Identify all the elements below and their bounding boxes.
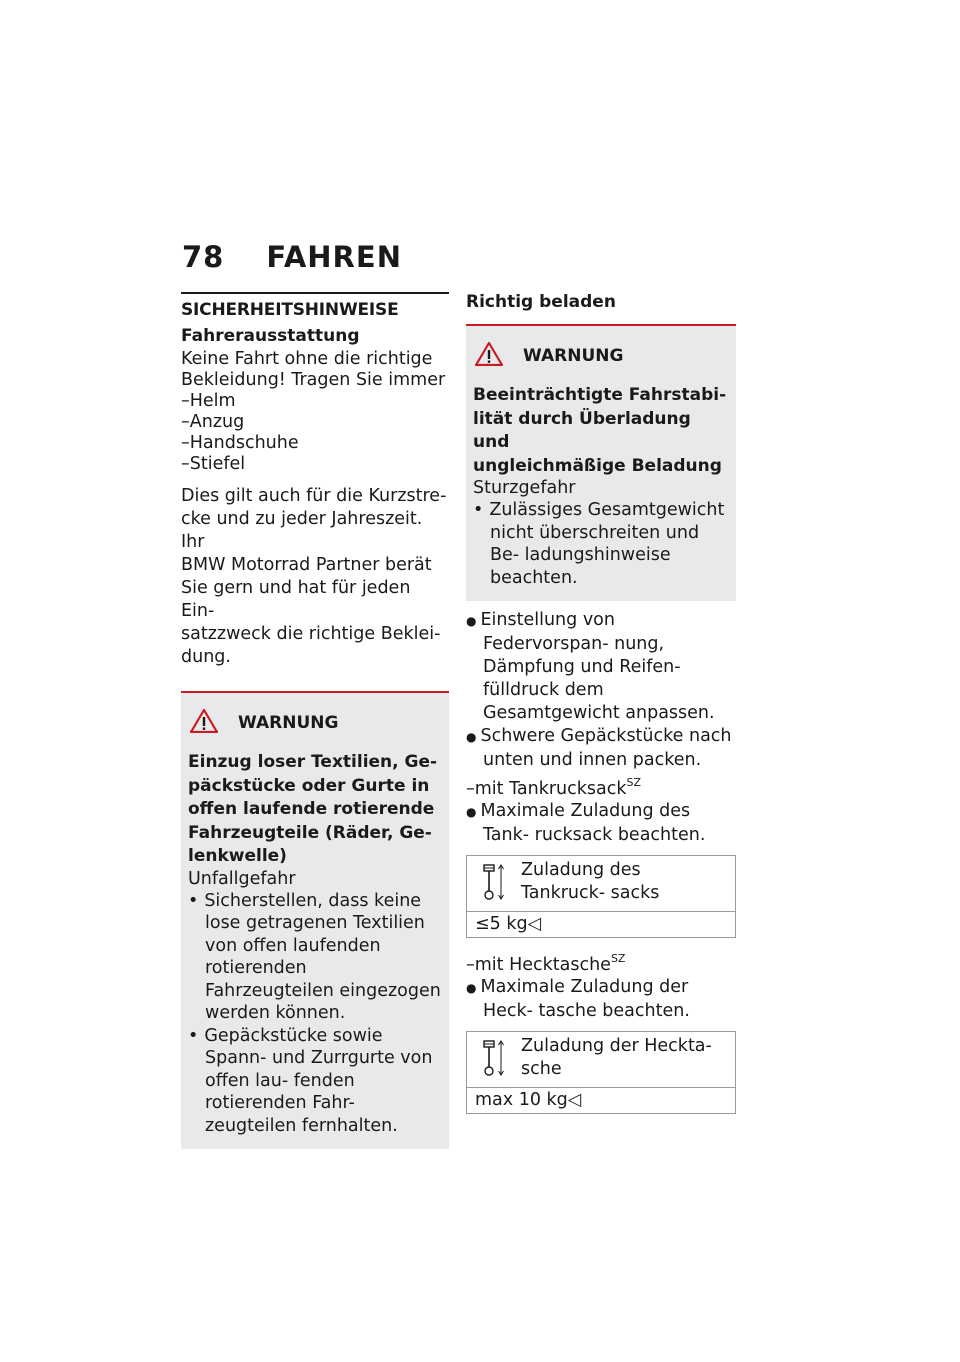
page-header [182, 240, 402, 274]
warning-box [181, 693, 449, 1149]
warning-header [473, 342, 728, 370]
left-column [181, 292, 449, 1149]
warning-title-line: offen laufende rotierende [188, 799, 435, 819]
list-item: • Zulässiges Gesamtgewicht nicht überschreiten und Be- ladungshinweise beachten. [473, 499, 728, 589]
intro-line: Keine Fahrt ohne die richtige [181, 349, 433, 369]
warning-risk: Sturzgefahr [473, 478, 576, 498]
step-list [466, 609, 736, 772]
list-item: ● Einstellung von Federvorspan- nung, Dämpfung und Reifen- fülldruck dem Gesamtgewicht anpassen. [466, 609, 736, 725]
condition-sup: SZ [626, 776, 641, 789]
warning-title [473, 384, 728, 478]
subsection-title: Fahrerausstattung [181, 326, 360, 346]
warning-title-line: Einzug loser Textilien, Ge- [188, 752, 438, 772]
paragraph-line: satzzweck die richtige Beklei- [181, 624, 441, 644]
list-item: • Gepäckstücke sowie Spann- und Zurrgurte von offen lau- fenden rotierenden Fahr- zeugteilen fernhalten. [188, 1025, 441, 1138]
warning-title-line: Fahrzeugteile (Räder, Ge- [188, 822, 432, 843]
warning-bullets [473, 499, 728, 589]
warning-title [188, 751, 441, 869]
warning-header [188, 709, 441, 737]
paragraph-line: BMW Motorrad Partner berät [181, 555, 432, 575]
intro-line: Bekleidung! Tragen Sie immer [181, 370, 446, 390]
paragraph-line: cke und zu jeder Jahreszeit. Ihr [181, 509, 423, 552]
weight-load-icon [481, 859, 521, 907]
warning-bullets [188, 890, 441, 1138]
condition-label: –mit Hecktasche [466, 955, 611, 975]
list-item: –Helm [181, 391, 236, 411]
table-label: Zuladung des Tankruck- sacks [521, 860, 660, 903]
list-item: ● Maximale Zuladung der Heck- tasche beachten. [466, 976, 736, 1023]
table-header-row [467, 856, 735, 912]
warning-triangle-icon [475, 342, 503, 370]
intro-text [181, 349, 449, 391]
warning-label: WARNUNG [523, 346, 624, 366]
warning-title-line: lenkwelle) [188, 846, 287, 866]
warning-risk: Unfallgefahr [188, 868, 296, 889]
hecktasche-table [466, 1031, 736, 1114]
warning-triangle-icon [190, 709, 218, 737]
table-value: ≤5 kg◁ [475, 914, 542, 934]
right-column [466, 292, 736, 1122]
list-item: –Stiefel [181, 454, 246, 474]
section-title: SICHERHEITSHINWEISE [181, 300, 399, 320]
subsection-title: Richtig beladen [466, 292, 616, 312]
hecktasche-step [466, 976, 736, 1023]
warning-label: WARNUNG [238, 713, 339, 733]
warning-title-line: päckstücke oder Gurte in [188, 775, 430, 796]
list-item: • Sicherstellen, dass keine lose getragenen Textilien von offen laufenden rotierenden Fahrzeugteilen eingezogen werden können. [188, 890, 441, 1025]
section-rule [181, 292, 449, 294]
warning-title-line: lität durch Überladung und [473, 408, 691, 452]
list-item: ● Schwere Gepäckstücke nach unten und innen packen. [466, 725, 736, 772]
chapter-title: FAHREN [266, 240, 402, 274]
paragraph [181, 485, 449, 669]
condition-sup: SZ [610, 952, 626, 965]
paragraph-line: dung. [181, 647, 231, 667]
list-item: ● Maximale Zuladung des Tank- rucksack beachten. [466, 800, 736, 847]
warning-box [466, 326, 736, 601]
weight-load-icon [481, 1035, 521, 1083]
gear-list [181, 391, 449, 475]
tankrucksack-condition [466, 772, 736, 800]
warning-title-line: Beeinträchtigte Fahrstabi- [473, 385, 727, 405]
table-header-row [467, 1032, 735, 1088]
hecktasche-condition [466, 948, 736, 976]
table-label: Zuladung der Heckta- sche [521, 1036, 712, 1079]
paragraph-line: Sie gern und hat für jeden Ein- [181, 578, 411, 621]
tankrucksack-table [466, 855, 736, 938]
paragraph-line: Dies gilt auch für die Kurzstre- [181, 486, 447, 506]
condition-label: –mit Tankrucksack [466, 779, 627, 799]
table-value: max 10 kg◁ [475, 1090, 582, 1110]
warning-title-line: ungleichmäßige Beladung [473, 455, 722, 476]
list-item: –Anzug [181, 412, 245, 432]
list-item: –Handschuhe [181, 433, 299, 453]
page-number: 78 [182, 240, 225, 274]
tankrucksack-step [466, 800, 736, 847]
